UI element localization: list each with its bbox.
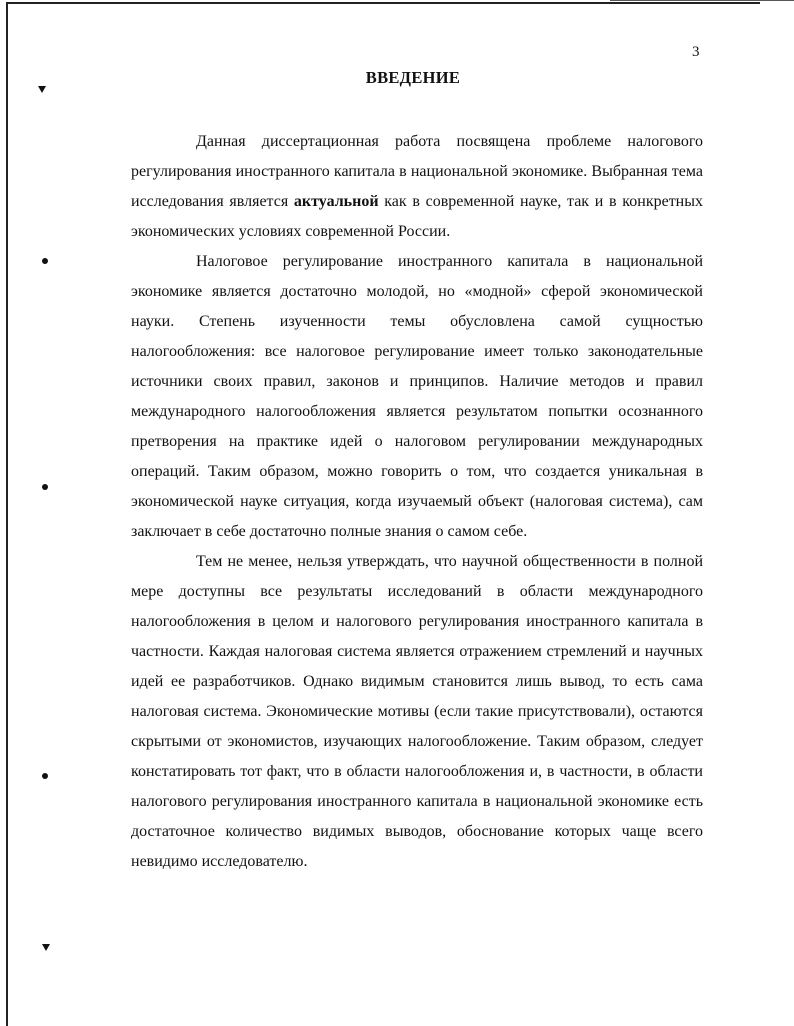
paragraph-1 [131, 127, 703, 247]
paragraph-1-text-end: как в современной науке, так и в конкретных экономических условиях современной России. [131, 193, 703, 240]
paragraph-1-text-start: Данная диссертационная работа посвящена проблеме налогового регулирования иностранного капитала в национальной экономике. Выбранная тема исследования является [131, 133, 703, 210]
body-text [131, 127, 703, 877]
page-number: 3 [692, 44, 700, 60]
paragraph-3 [131, 547, 703, 877]
binding-hole-mark [42, 484, 48, 490]
paragraph-2 [131, 247, 703, 547]
binding-hole-mark [42, 773, 48, 779]
scan-border-left [6, 2, 8, 1026]
paragraph-3-text: Тем не менее, нельзя утверждать, что научной общественности в полной мере доступны все результаты исследований в области международного налогообложения в целом и налогового регулирования иностранного капитала в частности. Каждая налоговая система является отражением стремлений и научных идей ее разработчиков. Однако видимым становится лишь вывод, то есть сама налоговая система. Экономические мотивы (если такие присутствовали), остаются скрытыми от экономистов, изучающих налогообложение. Таким образом, следует констатировать тот факт, что в области налогообложения и, в частности, в области налогового регулирования иностранного капитала в национальной экономике есть достаточное количество видимых выводов, обоснование которых чаще всего невидимо исследователю. [131, 553, 703, 870]
scan-border-top-right [610, 0, 794, 1]
binding-hole-mark [42, 944, 50, 951]
paragraph-1-emphasis: актуальной [293, 193, 379, 210]
paragraph-2-text: Налоговое регулирование иностранного капитала в национальной экономике является достаточно молодой, но «модной» сферой экономической науки. Степень изученности темы обусловлена самой сущностью налогообложения: все налоговое регулирование имеет только законодательные источники своих правил, законов и принципов. Наличие методов и правил международного налогообложения является результатом попытки осознанного претворения на практике идей о налоговом регулировании международных операций. Таким образом, можно говорить о том, что создается уникальная в экономической науке ситуация, когда изучаемый объект (налоговая система), сам заключает в себе достаточно полные знания о самом себе. [131, 253, 703, 540]
scan-border-top [6, 2, 760, 4]
binding-hole-mark [42, 258, 48, 264]
section-title: ВВЕДЕНИЕ [365, 68, 461, 87]
